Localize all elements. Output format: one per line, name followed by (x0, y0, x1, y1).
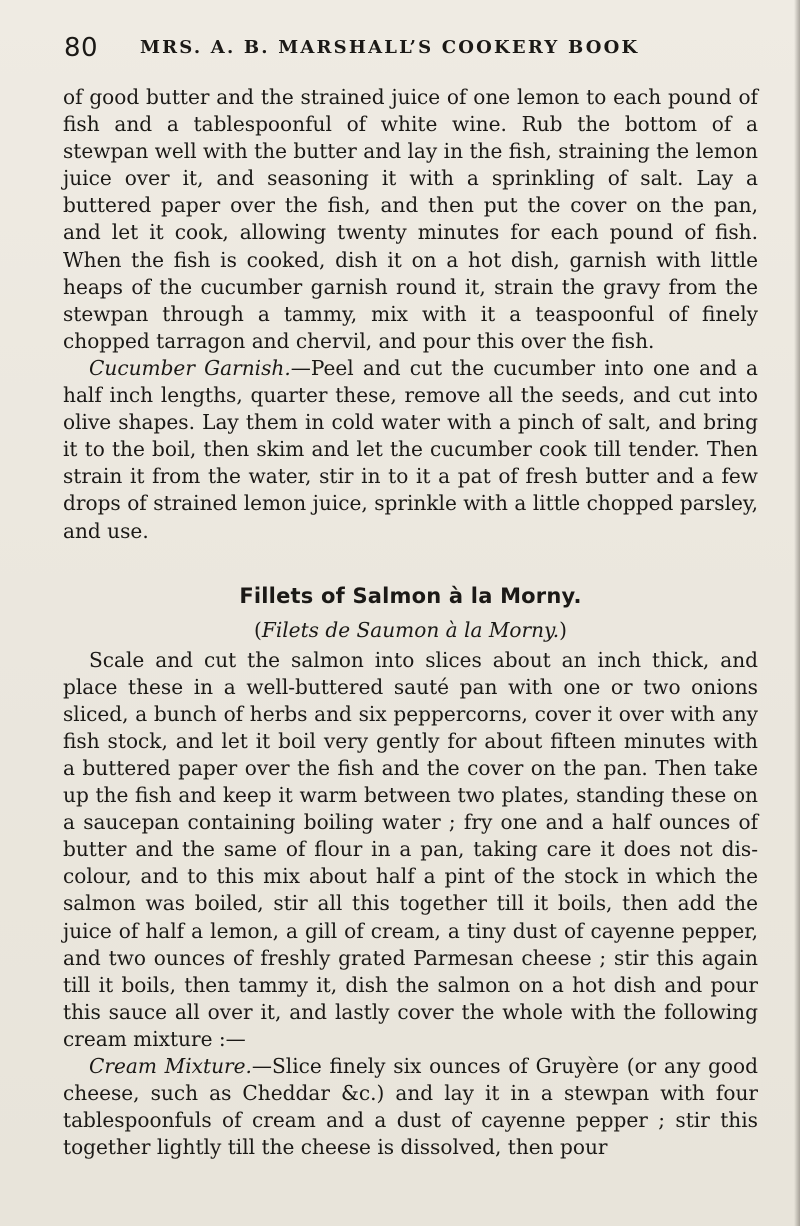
recipe-subtitle-text: Filets de Saumon à la Morny. (261, 617, 560, 642)
paragraph-text: Scale and cut the salmon into slices about an inch thick, and place these in a well-buttered sauté pan with one or two onions sliced, a bunch of herbs and six peppercorns, cover it over with any fish stock, and let it boil very gently for about fifteen minutes with a buttered paper over the fish and the cover on the pan. Then take up the fish and keep it warm between two plates, standing these on a saucepan containing boiling water ; fry one and a half ounces of butter and the same of flour in a pan, taking care it does not dis- colour, and to this mix about half a pint of the stock in which the salmon was boiled, stir all this together till it boils, then add the juice of half a lemon, a gill of cream, a tiny dust of cayenne pepper, and two ounces of freshly grated Parmesan cheese ; stir this again till it boils, then tammy it, dish the salmon on a hot dish and pour this sauce all over it, and lastly cover the whole with the following cream mixture :— (63, 647, 758, 1051)
recipe-subtitle (63, 615, 758, 645)
paragraph-cream-mixture (63, 1053, 758, 1161)
inline-heading: Cucumber Garnish. (89, 355, 291, 380)
page-header (50, 28, 760, 68)
paren-close: ) (559, 617, 567, 642)
paren-open: ( (254, 617, 262, 642)
paragraph-text: of good butter and the strained juice of one lemon to each pound of fish and a tablespoonful of white wine. Rub the bottom of a stewpan well with the butter and lay in the fish, straining the lemon juice over it, and seasoning it with a sprinkling of salt. Lay a buttered paper over the fish, and then put the cover on the pan, and let it cook, allowing twenty minutes for each pound of fish. When the fish is cooked, dish it on a hot dish, garnish with little heaps of the cucumber garnish round it, strain the gravy from the stewpan through a tammy, mix with it a teaspoonful of finely chopped tarragon and chervil, and pour this over the fish. (63, 85, 758, 353)
page-edge-shadow (794, 0, 800, 1226)
paragraph-cucumber-garnish (63, 355, 758, 545)
recipe-title: Fillets of Salmon à la Morny. (239, 583, 582, 608)
page-body (63, 84, 758, 1161)
running-head: MRS. A. B. MARSHALL’S COOKERY BOOK (140, 37, 640, 58)
paragraph-text: —Peel and cut the cucumber into one and a half inch lengths, quarter these, remove all the seeds, and cut into olive shapes. Lay them in cold water with a pinch of salt, and bring it to the boil, then skim and let the cucumber cook till tender. Then strain it from the water, stir in to it a pat of fresh butter and a few drops of strained lemon juice, sprinkle with a little chopped parsley, and use. (63, 355, 759, 543)
page-number: 80 (64, 33, 99, 63)
paragraph-salmon-method (63, 647, 758, 1053)
paragraph-continued (63, 84, 758, 355)
paragraph-text: —Slice finely six ounces of Gruyère (or any good cheese, such as Cheddar &c.) and lay it in a stewpan with four tablespoonfuls of cream and a dust of cayenne pepper ; stir this together lightly till the cheese is dissolved, then pour (63, 1054, 758, 1160)
inline-heading: Cream Mixture. (89, 1054, 252, 1078)
